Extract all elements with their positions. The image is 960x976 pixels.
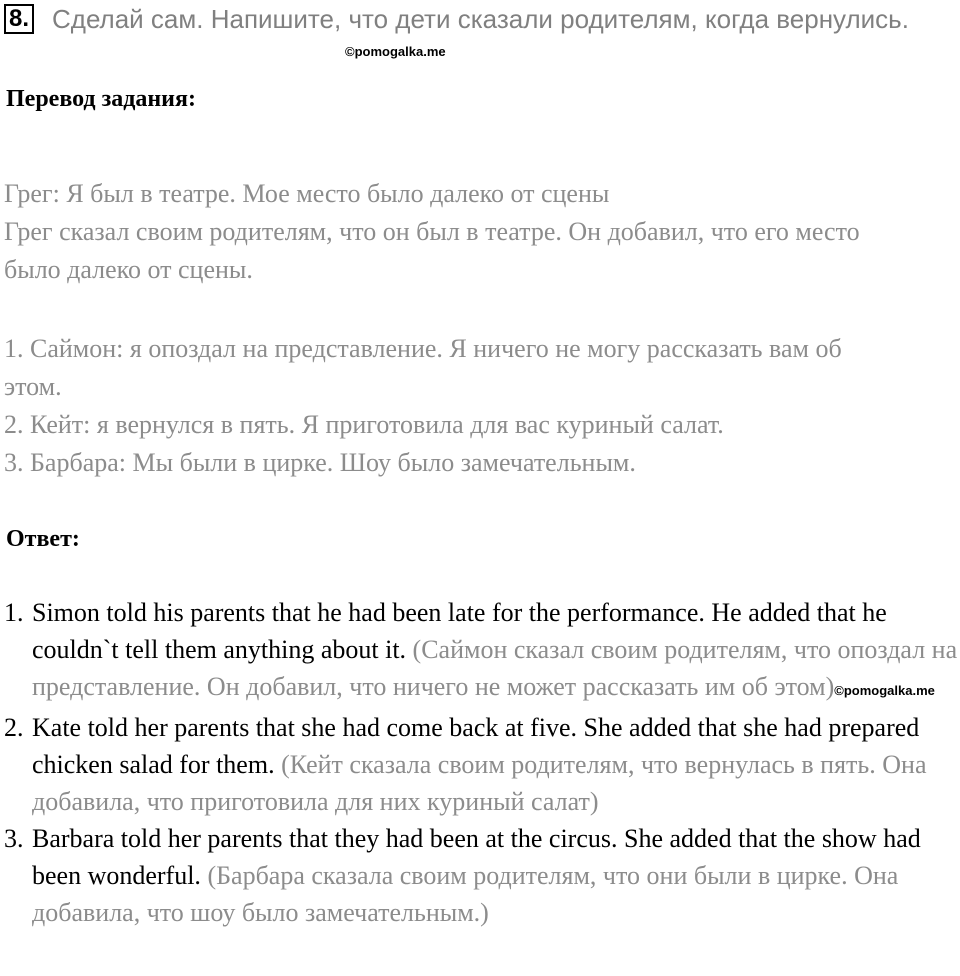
- task-header: [0, 0, 960, 40]
- task-item-line: 3. Барбара: Мы были в цирке. Шоу было замечательным.: [4, 448, 636, 477]
- answer-list: [4, 594, 960, 931]
- answer-english: Simon told his parents that he had been late for the performance. He added that he couldn`t tell them anything about it.: [32, 598, 887, 664]
- answer-russian: (Барбара сказала своим родителям, что они были в цирке. Она добавила, что шоу было замечательным.): [32, 861, 899, 927]
- answer-number: 1.: [4, 598, 24, 627]
- watermark-inline: ©pomogalka.me: [834, 683, 935, 698]
- answer-item: [4, 820, 960, 931]
- task-number: 8.: [4, 4, 34, 34]
- answer-number: 3.: [4, 824, 24, 853]
- answer-heading: Ответ:: [6, 526, 80, 552]
- answer-item: [4, 709, 960, 820]
- task-items-list: [4, 330, 958, 482]
- translation-text: [4, 175, 958, 289]
- translation-line: Грег сказал своим родителям, что он был в театре. Он добавил, что его место: [4, 217, 860, 246]
- task-item-line: этом.: [4, 372, 62, 401]
- answer-item: [4, 594, 960, 709]
- answer-number: 2.: [4, 713, 24, 742]
- answer-english: Barbara told her parents that they had been at the circus. She added that the show had been wonderful.: [32, 824, 921, 890]
- translation-line: было далеко от сцены.: [4, 255, 253, 284]
- watermark-top: ©pomogalka.me: [345, 44, 446, 59]
- answer-russian: (Кейт сказала своим родителям, что вернулась в пять. Она добавила, что приготовила для них куриный салат): [32, 750, 927, 816]
- task-instruction: Сделай сам. Напишите, что дети сказали родителям, когда вернулись.: [52, 4, 909, 34]
- translation-heading: Перевод задания:: [6, 86, 196, 112]
- answer-english: Kate told her parents that she had come back at five. She added that she had prepared chicken salad for them.: [32, 713, 920, 779]
- task-item-line: 2. Кейт: я вернулся в пять. Я приготовила для вас куриный салат.: [4, 410, 724, 439]
- translation-line: Грег: Я был в театре. Мое место было далеко от сцены: [4, 179, 610, 208]
- task-item-line: 1. Саймон: я опоздал на представление. Я ничего не могу рассказать вам об: [4, 334, 842, 363]
- answer-russian: (Саймон сказал своим родителям, что опоздал на представление. Он добавил, что ничего не может рассказать им об этом): [32, 635, 958, 701]
